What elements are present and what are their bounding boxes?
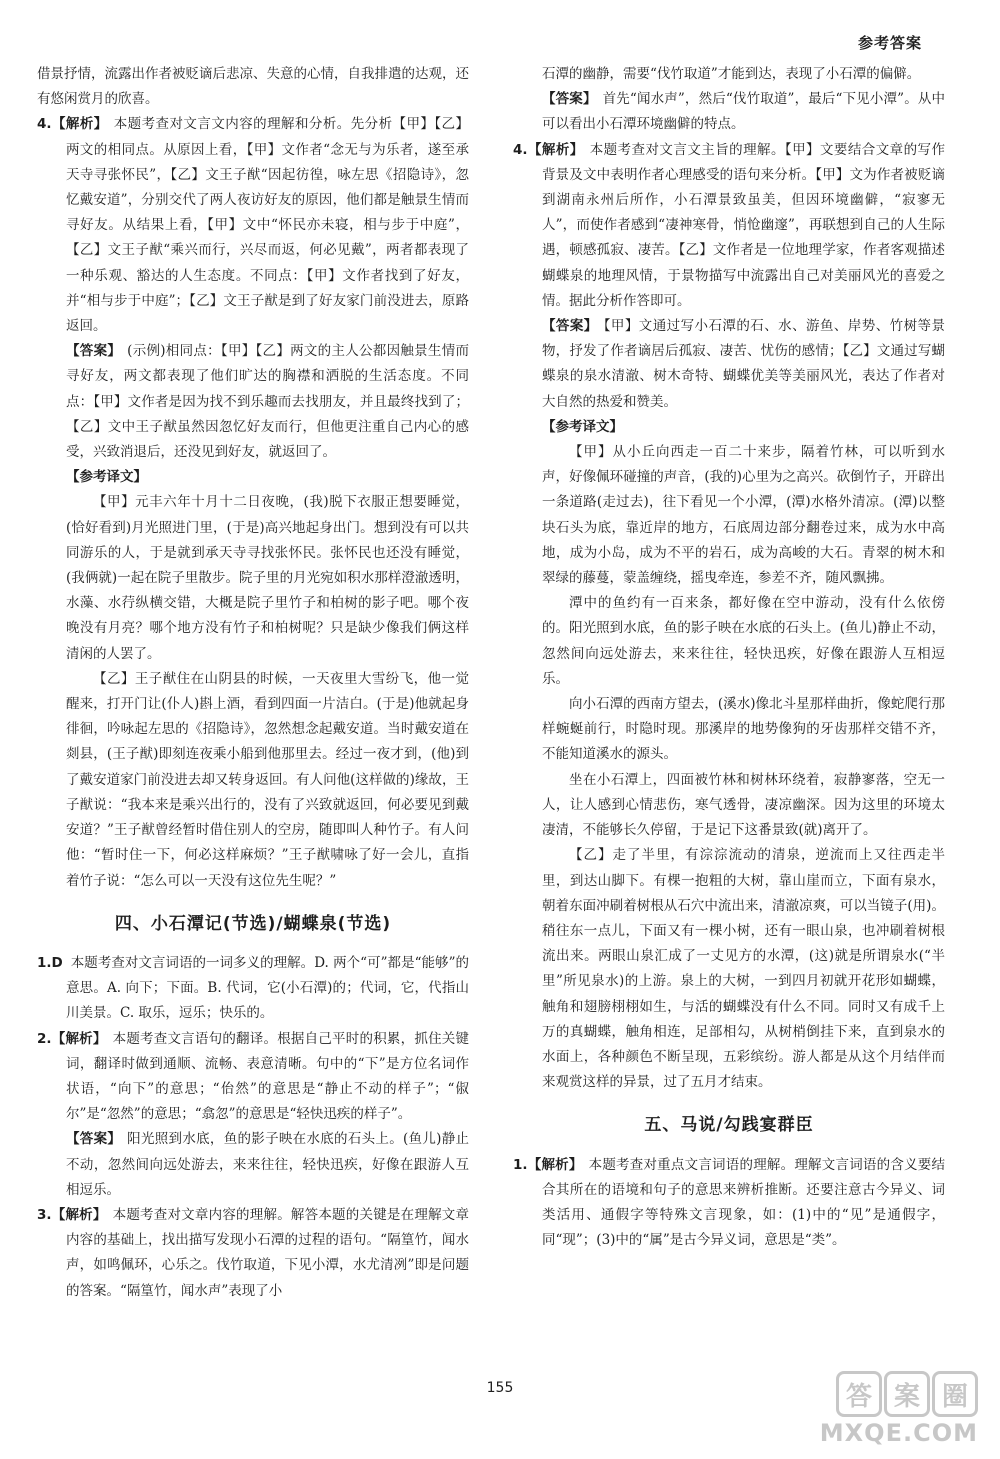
analysis-tag: 【解析】: [51, 1206, 107, 1223]
answer-tag: 【答案】: [542, 91, 597, 108]
analysis-text: 本题考查对重点文言词语的理解。理解文言词语的含义要结合其所在的语境和句子的意思来辨析推断。还要注意古今异义、词类活用、通假字等特殊文言现象，如：(1)中的“见”是通假字，同“现”；(3)中的“属”是古今异义词，意思是“类”。: [542, 1156, 945, 1249]
section-heading-4: 四、小石潭记(节选)/蝴蝶泉(节选): [114, 913, 392, 934]
question-number: 4.: [513, 141, 528, 158]
paragraph-intro: 借景抒情，流露出作者被贬谪后悲凉、失意的心情，自我排遣的达观，还有悠闲赏月的欣喜。: [37, 66, 469, 108]
watermark-logo: [788, 1371, 978, 1447]
question-1-text: 本题考查对文言词语的一词多义的理解。D. 两个“可”都是“能够”的意思。A. 向下；下面。B. 代词，它(小石潭)的；代词，它，代指山川美景。C. 取乐，逗乐；快乐的。: [66, 954, 469, 1022]
translation-paragraph-2: 潭中的鱼约有一百来条，都好像在空中游动，没有什么依傍的。阳光照到水底，鱼的影子映在水底的石头上。(鱼儿)静止不动，忽然间向远处游去，来来往往，轻快迅疾，好像在跟游人互相逗乐。: [542, 595, 945, 687]
answer-text: 【甲】文通过写小石潭的石、水、游鱼、岸势、竹树等景物，抒发了作者谪居后孤寂、凄苦、忧伤的感情；【乙】文通过写蝴蝶泉的泉水清澈、树木奇特、蝴蝶优美等美丽风光，表达了作者对大自然的热爱和赞美。: [542, 318, 945, 410]
analysis-text: 本题考查对文言文内容的理解和分析。先分析【甲】【乙】两文的相同点。从原因上看，【甲】文作者“念无与为乐者，遂至承天寺寻张怀民”，【乙】文王子猷“因起彷徨，咏左思《招隐诗》，忽忆戴安道”，分别交代了两人夜访好友的原因，他们都是触景生情而寻好友。从结果上看，【甲】文中“怀民亦未寝，相与步于中庭”，【乙】文王子猷“乘兴而行，兴尽而返，何必见戴”，两者都表现了一种乐观、豁达的人生态度。不同点：【甲】文作者找到了好友，并“相与步于中庭”；【乙】文王子猷是到了好友家门前没进去，原路返回。: [66, 116, 469, 335]
watermark-char: 答: [836, 1371, 882, 1417]
translation-paragraph-3: 向小石潭的西南方望去，(溪水)像北斗星那样曲折，像蛇爬行那样蜿蜒前行，时隐时现。那溪岸的地势像狗的牙齿那样交错不齐，不能知道溪水的源头。: [542, 696, 945, 763]
translation-paragraph-5: 【乙】走了半里，有淙淙流动的清泉，逆流而上又往西走半里，到达山脚下。有棵一抱粗的大树，靠山崖而立，下面有泉水，朝着东面冲刷着树根从石穴中流出来，清澈凉爽，可以当镜子(用)。稍往东一点儿，下面又有一棵小树，还有一眼山泉，也冲刷着树根流出来。两眼山泉汇成了一丈见方的水潭，(这)就是所谓泉水(“半里”所见泉水)的上游。泉上的大树，一到四月初就开花形如蝴蝶，触角和翅膀栩栩如生，与活的蝴蝶没有什么不同。同时又有成千上万的真蝴蝶，触角相连，足部相勾，从树梢倒挂下来，直到泉水的水面上，各种颜色不断呈现，五彩缤纷。游人都是从这个月结伴而来观赏这样的异景，过了五月才结束。: [542, 847, 945, 1091]
page-header-title: 参考答案: [857, 34, 922, 52]
analysis-tag: 【解析】: [51, 116, 108, 133]
question-4-analysis: [513, 138, 945, 314]
analysis-text: 本题考查文言语句的翻译。根据自己平时的积累，抓住关键词，翻译时做到通顺、流畅、表意清晰。句中的“下”是方位名词作状语，“向下”的意思；“佁然”的意思是“静止不动的样子”；“俶尔”是“忽然”的意思；“翕忽”的意思是“轻快迅疾的样子”。: [66, 1030, 469, 1123]
question-2-answer: [37, 1127, 469, 1203]
left-column: [37, 62, 469, 1304]
answer-text: 阳光照到水底，鱼的影子映在水底的石头上。(鱼儿)静止不动，忽然间向远处游去，来来往往，轻快迅疾，好像在跟游人互相逗乐。: [66, 1131, 469, 1198]
question-4-answer: [513, 314, 945, 415]
translation-jia: 【甲】元丰六年十月十二日夜晚，(我)脱下衣服正想要睡觉，(恰好看到)月光照进门里，(于是)高兴地起身出门。想到没有可以共同游乐的人，于是就到承天寺寻找张怀民。张怀民也还没有睡觉，(我俩就)一起在院子里散步。院子里的月光宛如积水那样澄澈透明，水藻、水荇纵横交错，大概是院子里竹子和柏树的影子吧。哪个夜晚没有月亮？哪个地方没有竹子和柏树呢？只是缺少像我们俩这样清闲的人罢了。: [66, 494, 469, 662]
question-3-answer: [513, 87, 945, 137]
answer-tag: 【答案】: [542, 318, 598, 335]
question-4-analysis: [37, 112, 469, 339]
question-number: 1.: [37, 954, 52, 971]
watermark-char: 案: [884, 1371, 930, 1417]
analysis-tag: 【解析】: [527, 1156, 583, 1173]
answer-tag: 【答案】: [66, 1131, 122, 1148]
translation-paragraph-4: 坐在小石潭上，四面被竹林和树林环绕着，寂静寥落，空无一人，让人感到心情悲伤，寒气透骨，凄凉幽深。因为这里的环境太凄清，不能够长久停留，于是记下这番景致(就)离开了。: [542, 771, 945, 839]
analysis-text: 本题考查对文章内容的理解。解答本题的关键是在理解文章内容的基础上，找出描写发现小石潭的过程的语句。“隔篁竹，闻水声，如鸣佩环，心乐之。伐竹取道，下见小潭，水尤清冽”即是问题的答案。“隔篁竹，闻水声”表现了小: [66, 1206, 469, 1299]
reference-translation-tag: 【参考译文】: [66, 469, 147, 486]
right-column: [513, 62, 945, 1253]
translation-paragraph-1: 【甲】从小丘向西走一百二十来步，隔着竹林，可以听到水声，好像佩环碰撞的声音，(我的)心里为之高兴。砍倒竹子，开辟出一条道路(走过去)，往下看见一个小潭，(潭)水格外清凉。(潭)以整块石头为底，靠近岸的地方，石底周边部分翻卷过来，成为水中高地，成为小岛，成为不平的岩石，成为高峻的大石。青翠的树木和翠绿的藤蔓，蒙盖缠绕，摇曳牵连，参差不齐，随风飘拂。: [542, 444, 945, 587]
question-number: 3.: [37, 1206, 52, 1223]
analysis-tag: 【解析】: [527, 141, 584, 158]
translation-yi: 【乙】王子猷住在山阴县的时候，一天夜里大雪纷飞，他一觉醒来，打开门让(仆人)斟上酒，看到四面一片洁白。(于是)他就起身徘徊，吟咏起左思的《招隐诗》，忽然想念起戴安道。当时戴安道在剡县，(王子猷)即刻连夜乘小船到他那里去。经过一夜才到，(他)到了戴安道家门前没进去却又转身返回。有人问他(这样做的)缘故，王子猷说：“我本来是乘兴出行的，没有了兴致就返回，何必要见到戴安道？”王子猷曾经暂时借住别人的空房，随即叫人种竹子。有人问他：“暂时住一下，何必这样麻烦？”王子猷啸咏了好一会儿，直指着竹子说：“怎么可以一天没有这位先生呢？”: [66, 670, 469, 889]
answer-text: 首先“闻水声”，然后“伐竹取道”，最后“下见小潭”。从中可以看出小石潭环境幽僻的特点。: [542, 91, 945, 133]
reference-translation-tag: 【参考译文】: [542, 418, 623, 435]
question-1: [37, 951, 469, 1027]
question-2-analysis: [37, 1027, 469, 1128]
watermark-char: 圈: [932, 1371, 978, 1417]
analysis-tag: 【解析】: [51, 1030, 107, 1047]
answer-letter: D: [51, 954, 63, 971]
analysis-text: 本题考查对文言文主旨的理解。【甲】文要结合文章的写作背景及文中表明作者心理感受的语句来分析。【甲】文为作者被贬谪到湖南永州后所作，小石潭景致虽美，但因环境幽僻，“寂寥无人”，而使作者感到“凄神寒骨，悄怆幽邃”，再联想到自己的人生际遇，顿感孤寂、凄苦。【乙】文作者是一位地理学家，作者客观描述蝴蝶泉的地理风情，于景物描写中流露出自己对美丽风光的喜爱之情。据此分析作答即可。: [542, 141, 945, 309]
page-number: 155: [486, 1380, 514, 1396]
watermark-site: MXQE.COM: [819, 1419, 978, 1447]
section-heading-5: 五、马说/勾践宴群臣: [644, 1115, 814, 1136]
answer-text: (示例)相同点：【甲】【乙】两文的主人公都因触景生情而寻好友，两文都表现了他们旷达的胸襟和洒脱的生活态度。不同点：【甲】文作者是因为找不到乐趣而去找朋友，并且最终找到了；【乙】文中王子猷虽然因忽忆好友而行，但他更注重自己内心的感受，兴致消退后，还没见到好友，就返回了。: [66, 343, 469, 461]
answer-tag: 【答案】: [66, 343, 122, 360]
question-number: 4.: [37, 116, 52, 133]
watermark-chars: [836, 1371, 978, 1417]
question-1-analysis: [513, 1153, 945, 1254]
question-number: 2.: [37, 1030, 52, 1047]
question-number: 1.: [513, 1156, 528, 1173]
question-3-continued: 石潭的幽静，需要“伐竹取道”才能到达，表现了小石潭的偏僻。: [542, 66, 921, 82]
question-3-analysis: [37, 1203, 469, 1304]
question-4-answer: [37, 339, 469, 465]
